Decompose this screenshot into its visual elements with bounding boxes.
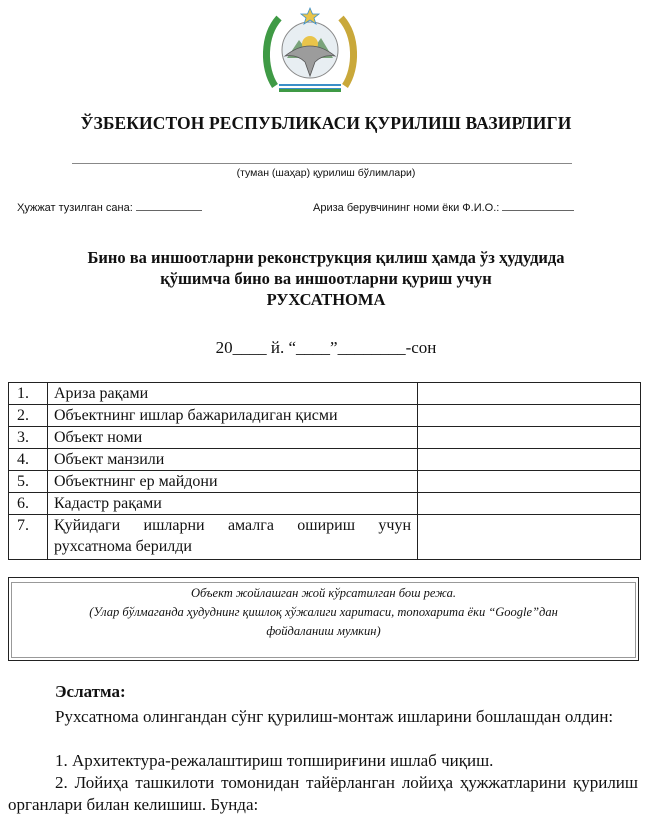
row-label: Ариза рақами xyxy=(48,383,418,405)
row-number: 7. xyxy=(9,515,48,560)
row-number: 5. xyxy=(9,471,48,493)
table-row xyxy=(9,515,641,560)
row-value-cell[interactable] xyxy=(418,427,641,449)
row-number: 3. xyxy=(9,427,48,449)
permit-details-table xyxy=(8,382,641,560)
site-plan-box xyxy=(8,577,639,661)
row-number: 4. xyxy=(9,449,48,471)
note-heading: Эслатма: xyxy=(55,682,126,701)
row-value-cell[interactable] xyxy=(418,383,641,405)
row-number: 1. xyxy=(9,383,48,405)
table-row xyxy=(9,427,641,449)
site-plan-inner-frame xyxy=(11,582,636,658)
row-value-cell[interactable] xyxy=(418,471,641,493)
row-label: Объектнинг ер майдони xyxy=(48,471,418,493)
site-plan-caption-1: Объект жойлашган жой кўрсатилган бош режа. xyxy=(191,586,456,600)
note-paragraph-3 xyxy=(8,772,638,816)
site-plan-caption-2: (Улар бўлмаганда ҳудуднинг қишлоқ хўжалиги харитаси, топохарита ёки “Google”дан xyxy=(89,605,558,619)
document-title xyxy=(0,247,652,310)
table-row xyxy=(9,449,641,471)
note-text-2: 1. Архитектура-режалаштириш топшириғини ишлаб чиқиш. xyxy=(55,751,494,770)
site-plan-caption-3: фойдаланиш мумкин) xyxy=(266,624,381,638)
state-emblem xyxy=(257,6,363,98)
permit-number-line: 20____ й. “____”________-сон xyxy=(215,338,437,357)
applicant-name xyxy=(313,201,574,214)
row-label: Объект манзили xyxy=(48,449,418,471)
applicant-name-blank[interactable] xyxy=(502,201,574,211)
note-text-3: 2. Лойиҳа ташкилоти томонидан тайёрланган лойиҳа ҳужжатларини қурилиш органлари билан келишиш. Бунда: xyxy=(8,773,638,814)
department-line xyxy=(72,163,572,164)
row-value-cell[interactable] xyxy=(418,515,641,560)
row-number: 2. xyxy=(9,405,48,427)
row-label: Объектнинг ишлар бажариладиган қисми xyxy=(48,405,418,427)
applicant-name-label: Ариза берувчининг номи ёки Ф.И.О.: xyxy=(313,202,500,214)
table-row xyxy=(9,405,641,427)
ministry-title: ЎЗБЕКИСТОН РЕСПУБЛИКАСИ ҚУРИЛИШ ВАЗИРЛИГИ xyxy=(80,113,572,133)
note-paragraph-1 xyxy=(8,706,638,728)
row-value-cell[interactable] xyxy=(418,405,641,427)
document-date xyxy=(17,201,202,214)
row-number: 6. xyxy=(9,493,48,515)
title-line-3: РУХСАТНОМА xyxy=(266,290,386,309)
row-value-cell[interactable] xyxy=(418,493,641,515)
table-row xyxy=(9,493,641,515)
title-line-1: Бино ва иншоотларни реконструкция қилиш ҳамда ўз ҳудудида xyxy=(87,248,565,267)
row-label: Кадастр рақами xyxy=(48,493,418,515)
note-text-1: Рухсатнома олингандан сўнг қурилиш-монтаж ишларини бошлашдан олдин: xyxy=(55,707,614,726)
document-date-blank[interactable] xyxy=(136,201,202,211)
row-value-cell[interactable] xyxy=(418,449,641,471)
document-date-label: Ҳужжат тузилган сана: xyxy=(17,202,133,214)
row-label: Қуйидаги ишларни амалга ошириш учун рухсатнома берилди xyxy=(48,515,418,560)
table-row xyxy=(9,383,641,405)
department-caption: (туман (шаҳар) қурилиш бўлимлари) xyxy=(236,167,416,179)
note-paragraph-2 xyxy=(8,750,638,772)
table-row xyxy=(9,471,641,493)
title-line-2: қўшимча бино ва иншоотларни қуриш учун xyxy=(160,269,492,288)
row-label: Объект номи xyxy=(48,427,418,449)
